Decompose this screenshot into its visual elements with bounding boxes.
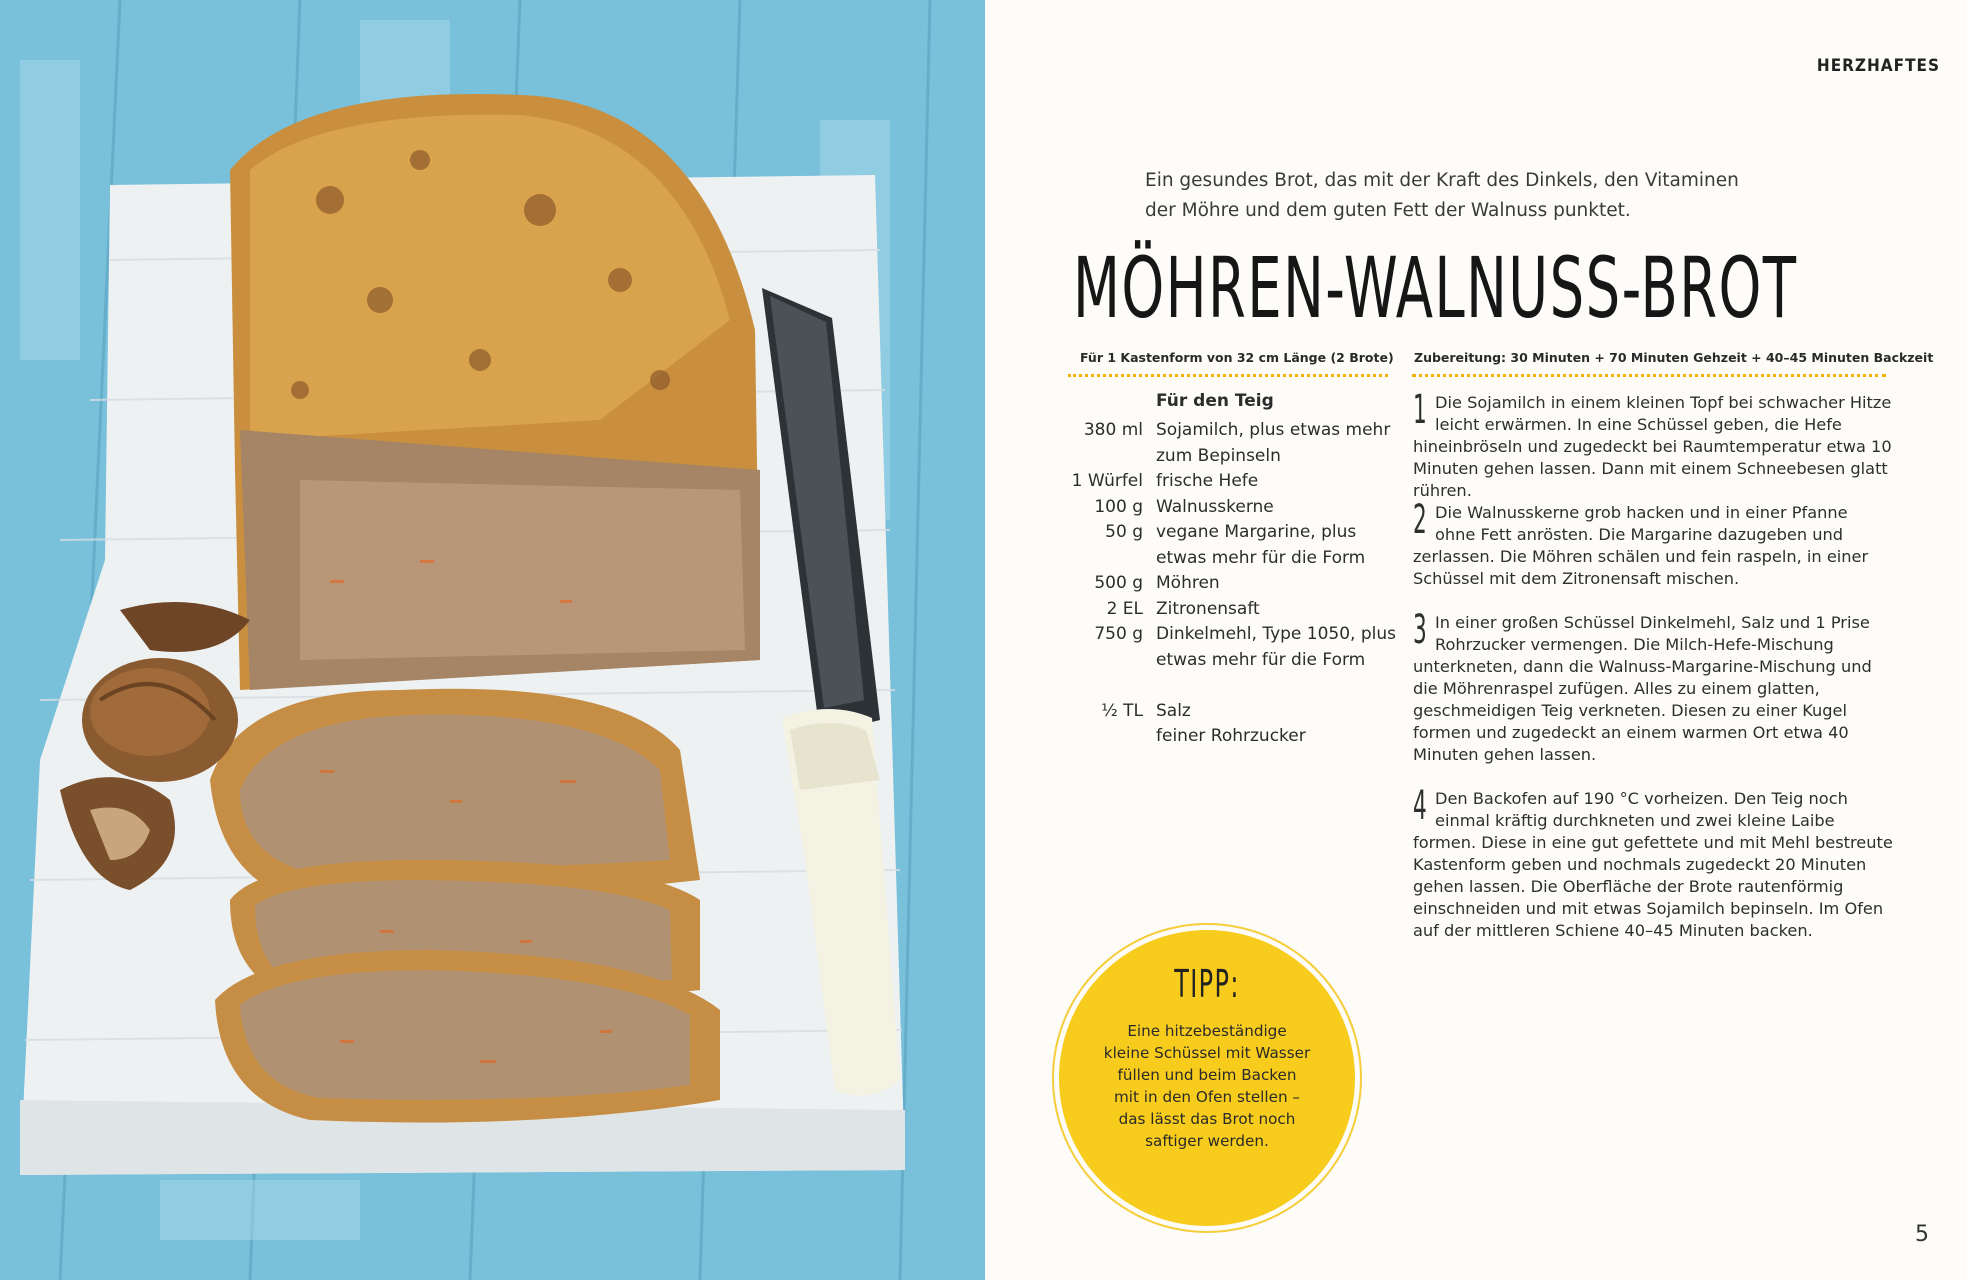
ingredient-qty: 380 ml xyxy=(1083,420,1143,440)
step-text: Die Sojamilch in einem kleinen Topf bei schwacher Hitze leicht erwärmen. In eine Schüssel geben, die Hefe hineinbröseln und zugedeckt bei Raumtemperatur etwa 10 Minuten gehen lassen. Dann mit einem Schneebesen glatt rühren. xyxy=(1413,393,1892,500)
instruction-step xyxy=(1413,387,1893,502)
step-text: In einer großen Schüssel Dinkelmehl, Salz und 1 Prise Rohrzucker vermengen. Die Milch-Hefe-Mischung unterkneten, dann die Walnuss-Margarine-Mischung und die Möhrenraspel zufügen. Alles zu einem glatten, geschmeidigen Teig verkneten. Diesen zu einer Kugel formen und zugedeckt an einem warmen Ort etwa 40 Minuten gehen lassen. xyxy=(1413,613,1872,764)
ingredient-qty: 50 g xyxy=(1105,522,1143,542)
step-number: 2 xyxy=(1413,497,1427,543)
section-label: HERZHAFTES xyxy=(1816,56,1940,76)
ingredient-qty: ½ TL xyxy=(1101,701,1143,721)
ingredients-title: Für den Teig xyxy=(1156,391,1274,411)
ingredient-name: Möhren xyxy=(1156,573,1220,593)
ingredient-qty: 1 Würfel xyxy=(1071,471,1143,491)
step-number: 3 xyxy=(1413,607,1427,653)
tip-title: TIPP: xyxy=(1174,962,1240,1006)
ingredient-name: Dinkelmehl, Type 1050, plus etwas mehr für die Form xyxy=(1156,624,1397,670)
tip-text: Eine hitzebeständige kleine Schüssel mit Wasser füllen und beim Backen mit in den Ofen stellen – das lässt das Brot noch saftiger werden. xyxy=(1103,1022,1311,1150)
recipe-intro: Ein gesundes Brot, das mit der Kraft des Dinkels, den Vitaminen der Möhre und dem guten Fett der Walnuss punktet. xyxy=(1145,170,1739,221)
ingredient-qty: 100 g xyxy=(1094,497,1143,517)
ingredient-name: Salz xyxy=(1156,701,1191,721)
ingredient-name: feiner Rohrzucker xyxy=(1156,726,1306,746)
page-number: 5 xyxy=(1915,1222,1929,1247)
instruction-step xyxy=(1413,783,1893,942)
yield-heading: Für 1 Kastenform von 32 cm Länge (2 Brote) xyxy=(1080,350,1394,365)
yield-divider xyxy=(1068,374,1388,377)
ingredient-name: frische Hefe xyxy=(1156,471,1259,491)
step-number: 1 xyxy=(1413,387,1427,433)
prep-time-divider xyxy=(1412,374,1886,377)
ingredient-name: vegane Margarine, plus etwas mehr für die Form xyxy=(1156,522,1366,568)
ingredient-qty: 500 g xyxy=(1094,573,1143,593)
tip-badge xyxy=(1059,930,1355,1226)
instruction-step xyxy=(1413,607,1893,766)
instruction-step xyxy=(1413,497,1893,590)
ingredient-name: Zitronensaft xyxy=(1156,599,1260,619)
step-number: 4 xyxy=(1413,783,1427,829)
ingredient-name: Sojamilch, plus etwas mehr zum Bepinseln xyxy=(1156,420,1391,466)
ingredient-qty: 2 EL xyxy=(1106,599,1143,619)
prep-time-heading: Zubereitung: 30 Minuten + 70 Minuten Gehzeit + 40–45 Minuten Backzeit xyxy=(1414,350,1934,365)
recipe-title: MÖHREN-WALNUSS-BROT xyxy=(1073,239,1798,337)
ingredient-name: Walnusskerne xyxy=(1156,497,1274,517)
step-text: Die Walnusskerne grob hacken und in einer Pfanne ohne Fett anrösten. Die Margarine dazugeben und zerlassen. Die Möhren schälen und fein raspeln, in einer Schüssel mit dem Zitronensaft mischen. xyxy=(1413,503,1869,588)
step-text: Den Backofen auf 190 °C vorheizen. Den Teig noch einmal kräftig durchkneten und zwei kleine Laibe formen. Diese in eine gut gefettete und mit Mehl bestreute Kastenform geben und nochmals zugedeckt 20 Minuten gehen lassen. Die Oberfläche der Brote rautenförmig einschneiden und mit etwas Sojamilch bepinseln. Im Ofen auf der mittleren Schiene 40–45 Minuten backen. xyxy=(1413,789,1893,940)
ingredient-qty: 750 g xyxy=(1094,624,1143,644)
